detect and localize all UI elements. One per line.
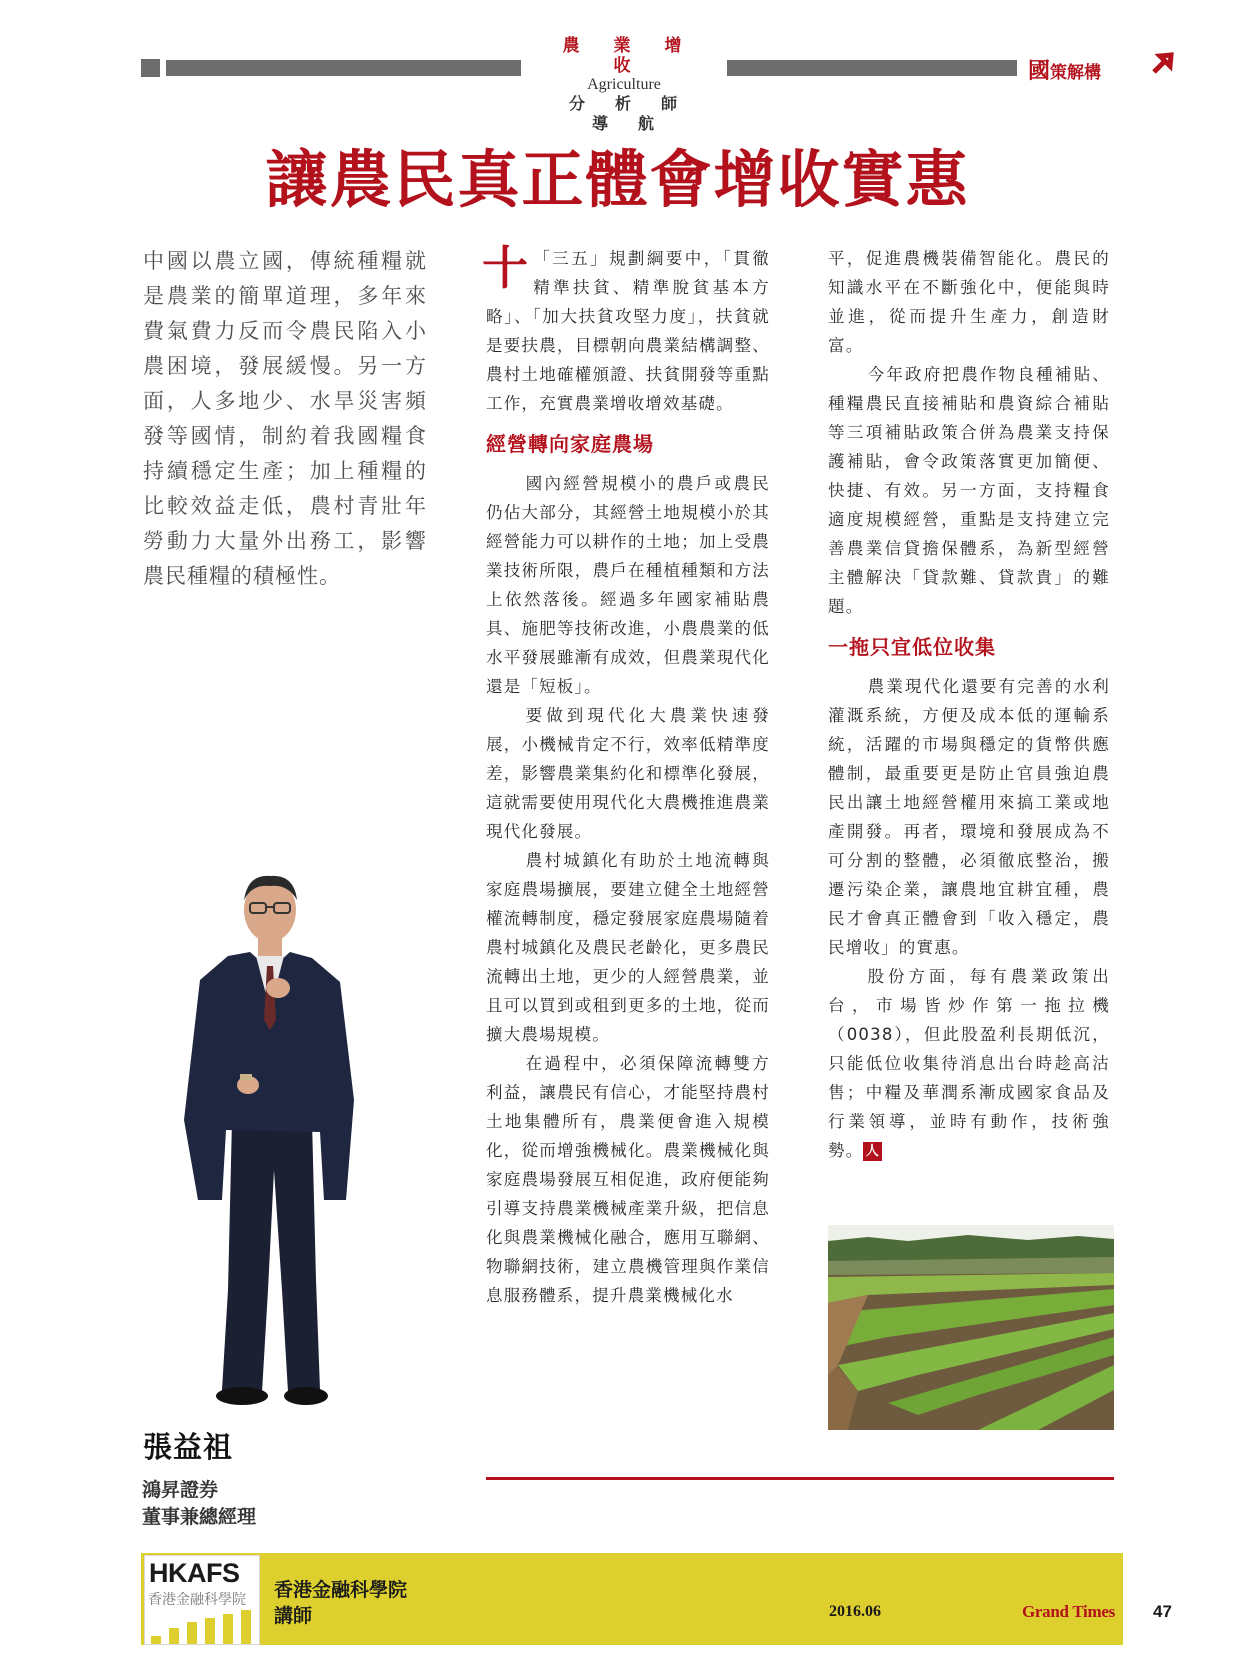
logo-bars-icon	[149, 1610, 257, 1644]
paragraph: 要做到現代化大農業快速發展，小機械肯定不行，效率低精準度差，影響農業集約化和標準化發展，這就需要使用現代化大農機推進農業現代化發展。	[486, 706, 770, 841]
arrow-up-right-icon	[1150, 52, 1174, 76]
paragraph: 農業現代化還要有完善的水利灌溉系統，方便及成本低的運輸系統，活躍的市場與穩定的貨幣供應體制，最重要更是防止官員強迫農民出讓土地經營權用來搞工業或地產開發。再者，環境和發展成為不可分割的整體，必須徹底整治，搬遷污染企業，讓農地宜耕宜種，農民才會真正體會到「收入穩定，農民增收」的實惠。	[828, 677, 1110, 957]
page-number: 47	[1153, 1602, 1172, 1621]
column-tag-rest: 策解構	[1050, 63, 1102, 83]
drop-cap: 十	[482, 241, 530, 295]
paragraph: 今年政府把農作物良種補貼、種糧農民直接補貼和農資綜合補貼等三項補貼政策合併為農業支持保護補貼，會令政策落實更加簡便、快捷、有效。另一方面，支持糧食適度規模經營，重點是支持建立完善農業信貸擔保體系，為新型經營主體解決「貸款難、貸款貴」的難題。	[828, 365, 1110, 616]
article-title: 讓農民真正體會增收實惠	[265, 143, 970, 216]
paragraph: 農村城鎮化有助於土地流轉與家庭農場擴展，要建立健全土地經營權流轉制度，穩定發展家庭農場隨着農村城鎮化及農民老齡化，更多農民流轉出土地，更少的人經營農業，並且可以買到或租到更多的土地，從而擴大農場規模。	[486, 851, 770, 1044]
end-mark: 人	[863, 1142, 882, 1161]
paragraph-text: 三五」規劃綱要中，「貫徹精準扶貧、精準脫貧基本方略」、「加大扶貧攻堅力度」，扶貧就是要扶農，目標朝向農業結構調整、農村土地確權頒證、扶貧開發等重點工作，充實農業增收增效基礎。	[486, 249, 770, 413]
section-header	[524, 36, 724, 134]
author-position: 董事兼總經理	[142, 1506, 257, 1528]
paragraph	[828, 962, 1110, 1165]
header-square	[141, 59, 160, 77]
logo-text: HKAFS	[149, 1558, 240, 1588]
subsection-title: 分析師導航	[568, 94, 707, 133]
subheading-tractor: 一拖只宜低位收集	[828, 635, 996, 659]
section-title-cn: 農業增收	[562, 36, 716, 76]
institution-name: 香港金融科學院	[274, 1579, 408, 1601]
paragraph: 在過程中，必須保障流轉雙方利益，讓農民有信心，才能堅持農村土地集體所有，農業便會進入規模化，從而增強機械化。農業機械化與家庭農場發展互相促進，政府便能夠引導支持農業機械產業升級，把信息化與農業機械化融合，應用互聯網、物聯網技術，建立農機管理與作業信息服務體系，提升農業機械化水	[486, 1054, 770, 1305]
header-bar-left	[166, 60, 521, 76]
vegetable-field-photo	[828, 1225, 1114, 1430]
subheading-family-farm: 經營轉向家庭農場	[486, 432, 654, 456]
column-divider-rule	[486, 1477, 1114, 1480]
article-lead: 中國以農立國，傳統種糧就是農業的簡單道理，多年來費氣費力反而令農民陷入小農困境，發展緩慢。另一方面，人多地少、水旱災害頻發等國情，制約着我國糧食持續穩定生產；加上種糧的比較效益走低，農村青壯年勞動力大量外出務工，影響農民種糧的積極性。	[143, 249, 427, 588]
issue-date: 2016.06	[829, 1603, 881, 1620]
author-institution	[274, 1577, 407, 1629]
author-name: 張益祖	[143, 1430, 234, 1464]
hkafs-logo	[144, 1555, 260, 1645]
author-title	[142, 1477, 256, 1531]
institution-role: 講師	[274, 1605, 313, 1627]
author-portrait	[170, 870, 370, 1410]
paragraph: 平，促進農機裝備智能化。農民的知識水平在不斷強化中，便能與時並進，從而提升生產力，創造財富。	[828, 249, 1110, 355]
paragraph	[482, 241, 770, 418]
article-column-3	[828, 244, 1110, 1165]
article-column-2	[482, 241, 770, 1310]
quote-mark: 「	[533, 249, 553, 268]
author-company: 鴻昇證券	[142, 1479, 219, 1501]
paragraph: 國內經營規模小的農戶或農民仍佔大部分，其經營土地規模小於其經營能力可以耕作的土地；加上受農業技術所限，農戶在種植種類和方法上依然落後。經過多年國家補貼農具、施肥等技術改進，小農農業的低水平發展雖漸有成效，但農業現代化還是「短板」。	[486, 474, 770, 696]
section-title-en: Agriculture	[587, 76, 661, 93]
paragraph-text: 股份方面，每有農業政策出台，市場皆炒作第一拖拉機（0038），但此股盈利長期低沉，只能低位收集待消息出台時趁高沽售；中糧及華潤系漸成國家食品及行業領導，並時有動作，技術強勢。	[828, 967, 1110, 1160]
header-bar-right	[727, 60, 1017, 76]
magazine-name: Grand Times	[1022, 1602, 1115, 1621]
column-tag-first: 國	[1028, 58, 1051, 84]
column-tag	[1028, 54, 1101, 85]
logo-subtitle: 香港金融科學院	[148, 1592, 246, 1608]
